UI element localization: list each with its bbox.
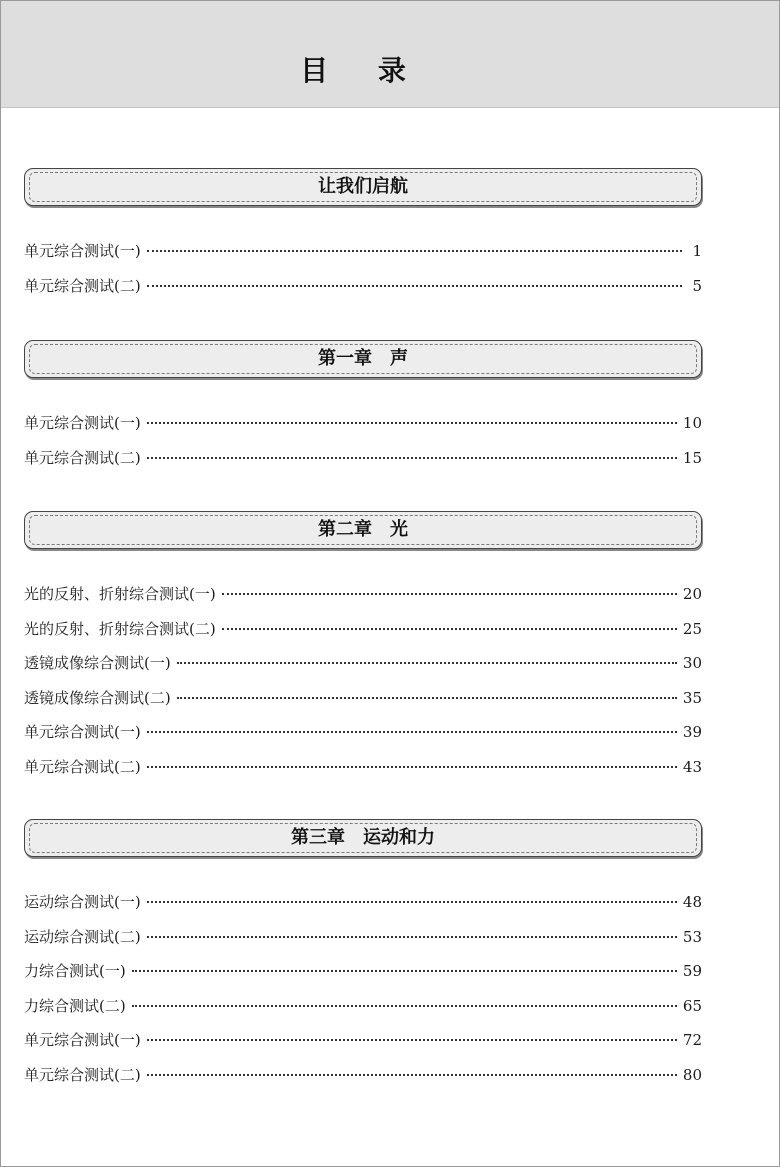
section-title: 第一章 声 <box>318 348 408 369</box>
section-launch <box>24 168 702 309</box>
dot-leader <box>147 936 677 938</box>
toc-entry-title: 力综合测试(二) <box>24 996 126 1015</box>
dot-leader <box>147 457 677 459</box>
toc-entry-title: 单元综合测试(一) <box>24 242 141 260</box>
toc-list <box>24 583 702 790</box>
toc-entry-page: 30 <box>682 654 702 672</box>
dot-leader <box>147 1039 677 1041</box>
section-banner <box>24 511 702 549</box>
toc-entry-title: 单元综合测试(二) <box>24 448 141 467</box>
toc-entry-page: 25 <box>682 619 702 638</box>
toc-entry[interactable] <box>24 1064 702 1099</box>
toc-entry-page: 59 <box>682 962 702 980</box>
toc-entry[interactable] <box>24 618 702 653</box>
toc-entry[interactable] <box>24 240 702 275</box>
toc-entry[interactable] <box>24 687 702 722</box>
section-title: 第三章 运动和力 <box>291 827 435 848</box>
toc-entry-page: 43 <box>682 757 702 776</box>
toc-entry[interactable] <box>24 1029 702 1064</box>
dot-leader <box>147 901 677 903</box>
toc-entry-title: 运动综合测试(二) <box>24 927 141 946</box>
toc-entry[interactable] <box>24 447 702 482</box>
toc-entry-title: 透镜成像综合测试(二) <box>24 688 171 707</box>
toc-entry-page: 5 <box>692 276 702 295</box>
toc-list <box>24 240 702 309</box>
dot-leader <box>147 422 677 424</box>
toc-entry[interactable] <box>24 926 702 961</box>
toc-entry[interactable] <box>24 756 702 791</box>
toc-entry[interactable] <box>24 652 702 687</box>
dot-leader <box>147 731 677 733</box>
toc-entry-title: 光的反射、折射综合测试(二) <box>24 619 216 638</box>
toc-entry-title: 单元综合测试(二) <box>24 276 141 295</box>
dot-leader <box>147 766 677 768</box>
toc-entry-title: 运动综合测试(一) <box>24 893 141 911</box>
dot-leader <box>132 1005 677 1007</box>
toc-list <box>24 412 702 481</box>
dot-leader <box>222 628 677 630</box>
toc-entry[interactable] <box>24 960 702 995</box>
page-title: 目 录 <box>300 54 426 87</box>
toc-entry-page: 15 <box>682 448 702 467</box>
toc-entry-title: 单元综合测试(一) <box>24 1031 141 1049</box>
dot-leader <box>147 1074 677 1076</box>
toc-entry-page: 72 <box>682 1031 702 1049</box>
toc-entry-title: 单元综合测试(二) <box>24 757 141 776</box>
toc-entry-title: 透镜成像综合测试(一) <box>24 654 171 672</box>
section-chapter-2 <box>24 511 702 790</box>
toc-entry-page: 65 <box>682 996 702 1015</box>
toc-entry[interactable] <box>24 583 702 618</box>
section-chapter-3 <box>24 819 702 1098</box>
toc-entry-page: 20 <box>682 585 702 603</box>
section-title: 第二章 光 <box>318 519 408 540</box>
toc-entry[interactable] <box>24 721 702 756</box>
toc-entry-title: 单元综合测试(一) <box>24 414 141 432</box>
dot-leader <box>132 970 677 972</box>
toc-entry-page: 80 <box>682 1065 702 1084</box>
section-banner <box>24 340 702 378</box>
dot-leader <box>177 662 677 664</box>
section-banner <box>24 819 702 857</box>
toc-entry-title: 单元综合测试(二) <box>24 1065 141 1084</box>
toc-entry-page: 1 <box>692 242 702 260</box>
toc-entry-page: 39 <box>682 723 702 741</box>
dot-leader <box>177 697 677 699</box>
dot-leader <box>222 593 677 595</box>
dot-leader <box>147 285 682 287</box>
dot-leader <box>147 250 682 252</box>
section-chapter-1 <box>24 340 702 481</box>
toc-list <box>24 891 702 1098</box>
header-band <box>1 1 779 108</box>
toc-entry-title: 力综合测试(一) <box>24 962 126 980</box>
toc-entry[interactable] <box>24 275 702 310</box>
toc-entry[interactable] <box>24 412 702 447</box>
toc-entry-page: 53 <box>682 927 702 946</box>
toc-entry-title: 单元综合测试(一) <box>24 723 141 741</box>
section-title: 让我们启航 <box>318 176 408 197</box>
toc-entry[interactable] <box>24 995 702 1030</box>
toc-entry[interactable] <box>24 891 702 926</box>
toc-entry-page: 48 <box>682 893 702 911</box>
toc-entry-page: 10 <box>682 414 702 432</box>
section-banner <box>24 168 702 206</box>
toc-entry-page: 35 <box>682 688 702 707</box>
toc-entry-title: 光的反射、折射综合测试(一) <box>24 585 216 603</box>
